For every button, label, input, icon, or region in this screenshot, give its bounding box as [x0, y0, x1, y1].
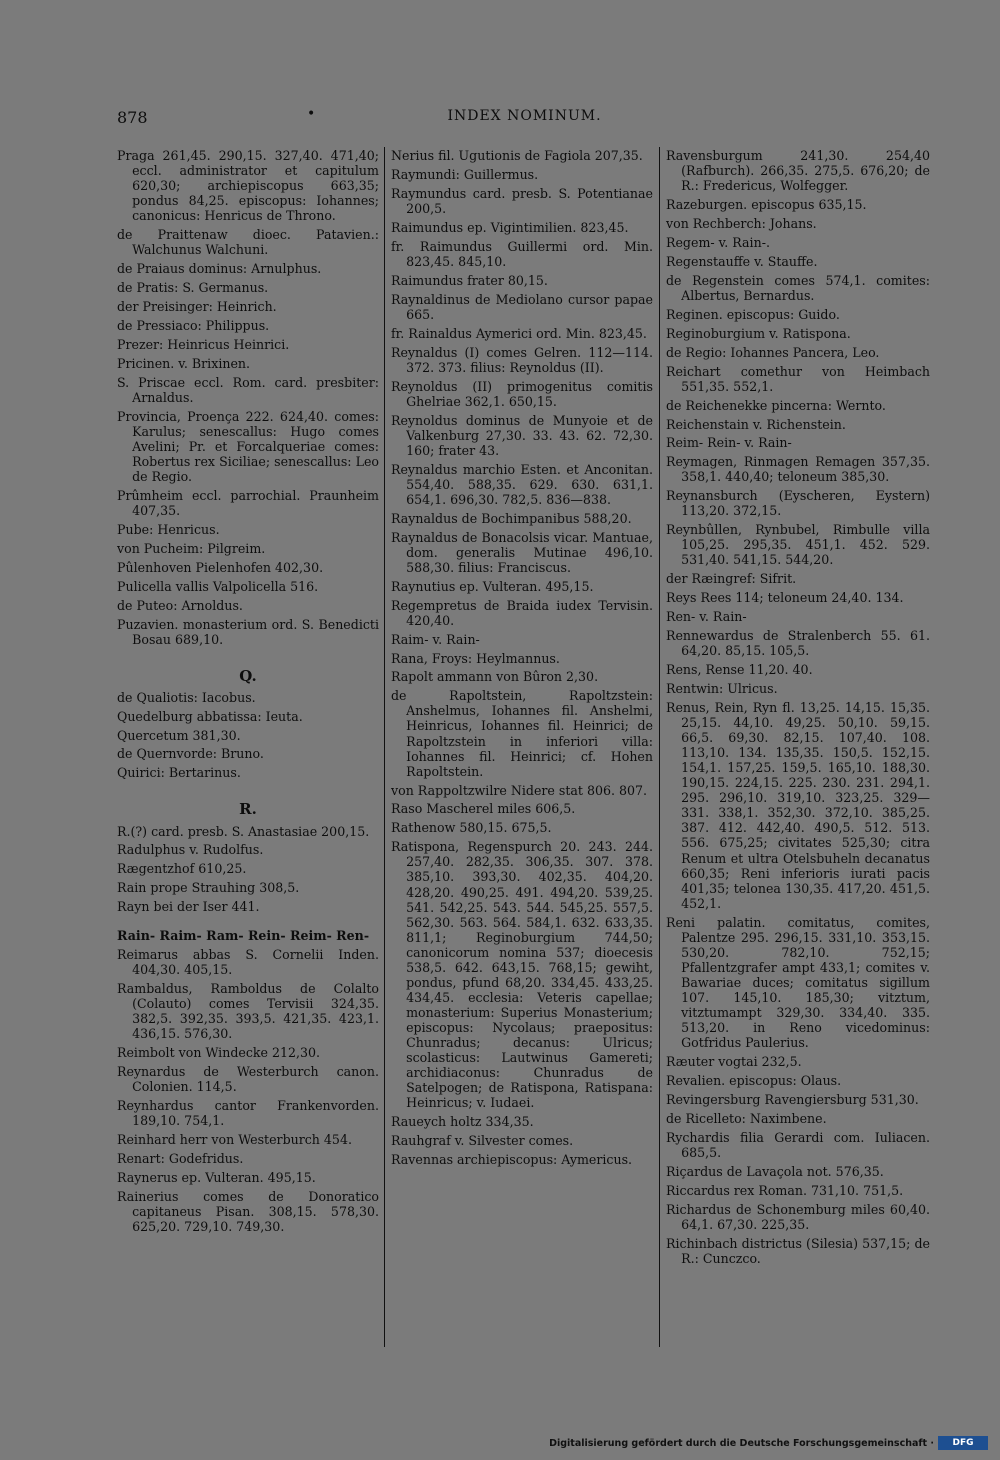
- index-entry: de Puteo: Arnoldus.: [117, 597, 243, 613]
- index-entries-q: [117, 690, 379, 781]
- index-entry: Reichart comethur von Heimbach 551,35. 552,1.: [666, 363, 930, 394]
- index-entry: Quirici: Bertarinus.: [117, 765, 241, 781]
- index-entries-col2: [391, 148, 653, 1167]
- page-number: 878: [117, 108, 148, 127]
- index-entry: Pulicella vallis Valpolicella 516.: [117, 578, 319, 594]
- index-entry: Reynoldus (II) primogenitus comitis Ghelriae 362,1. 650,15.: [391, 378, 653, 409]
- index-entry: Richinbach districtus (Silesia) 537,15; de R.: Cunczco.: [666, 1235, 930, 1266]
- index-entry: Regempretus de Braida iudex Tervisin. 420,40.: [391, 597, 653, 628]
- index-entry: von Rappoltzwilre Nidere stat 806. 807.: [391, 782, 648, 798]
- index-entry: Quedelburg abbatissa: Ieuta.: [117, 708, 303, 724]
- index-entry: Rægentzhof 610,25.: [117, 861, 247, 877]
- index-entry: Reynansburch (Eyscheren, Eystern) 113,20. 372,15.: [666, 488, 930, 519]
- index-entry: Praga 261,45. 290,15. 327,40. 471,40; eccl. administrator et capitulum 620,30; archiepiscopus 663,35; pondus 84,25. episcopus: Iohannes; canonicus: Henricus de Throno.: [117, 148, 379, 224]
- index-entries-r: [117, 824, 379, 915]
- index-entry: Regenstauffe v. Stauffe.: [666, 253, 818, 269]
- index-entry: Pube: Henricus.: [117, 521, 220, 537]
- index-entry: Reim- Rein- v. Rain-: [666, 435, 792, 451]
- index-entry: Raueych holtz 334,35.: [391, 1114, 534, 1130]
- index-entry: Quercetum 381,30.: [117, 727, 241, 743]
- index-entry: Provincia, Proença 222. 624,40. comes: Karulus; senescallus: Hugo comes Avelini; Pr. et Forcalqueriae comes: Robertus rex Siciliae; senescallus: Leo de Regio.: [117, 408, 379, 484]
- index-entry: de Reichenekke pincerna: Wernto.: [666, 397, 886, 413]
- index-entry: Rapolt ammann von Bûron 2,30.: [391, 669, 599, 685]
- index-entry: Raynerus ep. Vulteran. 495,15.: [117, 1170, 316, 1186]
- index-entry: Rain prope Strauhing 308,5.: [117, 880, 300, 896]
- index-entry: Razeburgen. episcopus 635,15.: [666, 197, 867, 213]
- index-entry: Ren- v. Rain-: [666, 609, 747, 625]
- index-entry: de Pressiaco: Philippus.: [117, 317, 270, 333]
- index-entry: Ræuter vogtai 232,5.: [666, 1053, 802, 1069]
- index-entry: Reynoldus dominus de Munyoie et de Valkenburg 27,30. 33. 43. 62. 72,30. 160; frater 43.: [391, 412, 653, 458]
- index-entry: der Ræingref: Sifrit.: [666, 571, 797, 587]
- index-entry: de Ricelleto: Naximbene.: [666, 1110, 827, 1126]
- index-entry: Raymundus card. presb. S. Potentianae 200,5.: [391, 185, 653, 216]
- index-entry: Reynhardus cantor Frankenvorden. 189,10. 754,1.: [117, 1098, 379, 1129]
- index-entry: Raimundus frater 80,15.: [391, 272, 548, 288]
- index-entry: de Pratis: S. Germanus.: [117, 280, 269, 296]
- index-entry: Pricinen. v. Brixinen.: [117, 355, 251, 371]
- index-entry: Riçardus de Lavaçola not. 576,35.: [666, 1163, 884, 1179]
- index-entry: Raynaldinus de Mediolano cursor papae 665.: [391, 291, 653, 322]
- index-entry: Reymagen, Rinmagen Remagen 357,35. 358,1. 440,40; teloneum 385,30.: [666, 454, 930, 485]
- index-entry: Rens, Rense 11,20. 40.: [666, 662, 813, 678]
- index-entry: Radulphus v. Rudolfus.: [117, 842, 264, 858]
- index-entry: von Pucheim: Pilgreim.: [117, 540, 266, 556]
- index-entry: Reimbolt von Windecke 212,30.: [117, 1045, 321, 1061]
- index-entry: Raso Mascherel miles 606,5.: [391, 801, 576, 817]
- section-letter-r: R.: [239, 800, 257, 819]
- index-entry: Reichenstain v. Richenstein.: [666, 416, 846, 432]
- index-entry: de Praittenaw dioec. Patavien.: Walchunus Walchuni.: [117, 227, 379, 258]
- index-entry: Reynbûllen, Rynbubel, Rimbulle villa 105,25. 295,35. 451,1. 452. 529. 531,40. 541,15. 544,20.: [666, 522, 930, 568]
- index-entry: fr. Raimundus Guillermi ord. Min. 823,45. 845,10.: [391, 238, 653, 269]
- index-entry: Reynaldus marchio Esten. et Anconitan. 554,40. 588,35. 629. 630. 631,1. 654,1. 696,30. 782,5. 836—838.: [391, 461, 653, 507]
- group-heading: Rain- Raim- Ram- Rein- Reim- Ren-: [117, 928, 370, 944]
- index-entry: Rambaldus, Ramboldus de Colalto (Colauto) comes Tervisii 324,35. 382,5. 392,35. 393,5. 421,35. 423,1. 436,15. 576,30.: [117, 981, 379, 1042]
- index-entry: Ravennas archiepiscopus: Aymericus.: [391, 1151, 633, 1167]
- dfg-logo: DFG: [938, 1436, 988, 1450]
- page-title: INDEX NOMINUM.: [447, 108, 602, 124]
- index-entry: de Praiaus dominus: Arnulphus.: [117, 261, 322, 277]
- index-entries-rain-group: [117, 947, 379, 1234]
- index-entry: Prûmheim eccl. parrochial. Praunheim 407,35.: [117, 487, 379, 518]
- index-entry: Ratispona, Regenspurch 20. 243. 244. 257,40. 282,35. 306,35. 307. 378. 385,10. 393,30. 402,35. 404,20. 428,20. 490,25. 491. 494,20. 539,25. 541. 542,25. 543. 544. 545,25. 557,5. 562,30. 563. 564. 584,1. 632. 633,35. 811,1; Reginoburgium 744,50; canonicorum nomina 537; dioecesis 538,5. 642. 643,15. 768,15; gewiht, pondus, pfund 68,20. 334,45. 433,25. 434,45. ecclesia: Veteris capellae; monasterium: Superius Monasterium; episcopus: Nycolaus; praepositus: Chunradus; decanus: Ulricus; scolasticus: Lautwinus Gamereti; archidiaconus: Chunradus de Satelpogen; de Ratispona, Ratispana: Heinricus; v. Iudaei.: [391, 839, 653, 1111]
- index-entry: Revingersburg Ravengiersburg 531,30.: [666, 1091, 919, 1107]
- index-entry: Ravensburgum 241,30. 254,40 (Rafburch). 266,35. 275,5. 676,20; de R.: Fredericus, Wolfegger.: [666, 148, 930, 194]
- index-entry: Rathenow 580,15. 675,5.: [391, 820, 552, 836]
- index-entry: Renart: Godefridus.: [117, 1151, 244, 1167]
- index-column-2: [391, 148, 653, 1171]
- index-entry: Nerius fil. Ugutionis de Fagiola 207,35.: [391, 148, 643, 163]
- index-entry: Reynaldus (I) comes Gelren. 112—114. 372. 373. filius: Reynoldus (II).: [391, 344, 653, 375]
- index-entry: Raynaldus de Bochimpanibus 588,20.: [391, 510, 632, 526]
- index-entry: Reni palatin. comitatus, comites, Palentze 295. 296,15. 331,10. 353,15. 530,20. 782,10. 752,15; Pfallentzgrafer ampt 433,1; comites v. Bawariae duces; comitatus sigillum 107. 145,10. 185,30; vitztum, vitztumampt 329,30. 334,40. 335. 513,20. in Reno vicedominus: Gotfridus Paulerius.: [666, 914, 930, 1050]
- index-entry: von Rechberch: Johans.: [666, 215, 817, 231]
- index-entry: Rychardis filia Gerardi com. Iuliacen. 685,5.: [666, 1129, 930, 1160]
- index-entry: de Regenstein comes 574,1. comites: Albertus, Bernardus.: [666, 272, 930, 303]
- column-divider: [384, 147, 385, 1347]
- index-entry: Reimarus abbas S. Cornelii Inden. 404,30. 405,15.: [117, 947, 379, 978]
- index-entry: Rainerius comes de Donoratico capitaneus Pisan. 308,15. 578,30. 625,20. 729,10. 749,30.: [117, 1189, 379, 1235]
- index-entry: R.(?) card. presb. S. Anastasiae 200,15.: [117, 823, 370, 839]
- index-entry: S. Priscae eccl. Rom. card. presbiter: Arnaldus.: [117, 374, 379, 405]
- index-entry: Puzavien. monasterium ord. S. Benedicti Bosau 689,10.: [117, 616, 379, 647]
- header-dot: •: [307, 106, 316, 122]
- index-entry: Rana, Froys: Heylmannus.: [391, 650, 560, 666]
- index-entry: Rauhgraf v. Silvester comes.: [391, 1133, 574, 1149]
- page-header: [117, 108, 932, 130]
- index-entry: de Rapoltstein, Rapoltzstein: Anshelmus, Iohannes fil. Anshelmi, Heinricus, Iohannes fil. Heinrici; de Rapoltzstein in inferiori villa: Iohannes fil. Heinrici; cf. Hohen Rapoltstein.: [391, 688, 653, 779]
- index-entry: Raim- v. Rain-: [391, 631, 480, 647]
- index-entry: de Qualiotis: Iacobus.: [117, 689, 256, 705]
- index-entry: Riccardus rex Roman. 731,10. 751,5.: [666, 1182, 904, 1198]
- index-entries-col3: [666, 148, 930, 1266]
- index-entry: Renus, Rein, Ryn fl. 13,25. 14,15. 15,35. 25,15. 44,10. 49,25. 50,10. 59,15. 66,5. 69,30. 82,15. 107,40. 108. 113,10. 134. 135,35. 150,5. 152,15. 154,1. 157,25. 159,5. 165,10. 188,30. 190,15. 224,15. 225. 230. 231. 294,1. 295. 296,10. 319,10. 323,25. 329—331. 338,1. 352,30. 372,10. 385,25. 387. 412. 442,40. 490,5. 512. 513. 556. 675,25; civitates 525,30; citra Renum et ultra Otelsbuheln decanatus 660,35; Reni inferioris iurati pacis 401,35; telonea 130,35. 417,20. 451,5. 452,1.: [666, 700, 930, 911]
- column-divider: [659, 147, 660, 1347]
- index-entry: Rayn bei der Iser 441.: [117, 899, 260, 915]
- index-entry: Rennewardus de Stralenberch 55. 61. 64,20. 85,15. 105,5.: [666, 628, 930, 659]
- index-column-1: [117, 148, 379, 1238]
- section-letter-q: Q.: [239, 666, 257, 685]
- index-entry: Prezer: Heinricus Heinrici.: [117, 336, 290, 352]
- index-entry: Reinhard herr von Westerburch 454.: [117, 1132, 352, 1148]
- index-entry: Revalien. episcopus: Olaus.: [666, 1072, 842, 1088]
- index-entry: Reginoburgium v. Ratispona.: [666, 325, 851, 341]
- index-entry: Reginen. episcopus: Guido.: [666, 306, 840, 322]
- index-entry: der Preisinger: Heinrich.: [117, 298, 277, 314]
- index-entry: Raimundus ep. Vigintimilien. 823,45.: [391, 219, 629, 235]
- index-entry: Rentwin: Ulricus.: [666, 681, 778, 697]
- index-entry: Raynaldus de Bonacolsis vicar. Mantuae, dom. generalis Mutinae 496,10. 588,30. filius: Franciscus.: [391, 529, 653, 575]
- index-entry: Pûlenhoven Pielenhofen 402,30.: [117, 559, 324, 575]
- index-column-3: [666, 148, 930, 1269]
- index-entries-p: [117, 148, 379, 647]
- index-entry: de Quernvorde: Bruno.: [117, 746, 264, 762]
- funding-note: Digitalisierung gefördert durch die Deutsche Forschungsgemeinschaft ·: [549, 1438, 934, 1449]
- index-entry: Raynutius ep. Vulteran. 495,15.: [391, 578, 594, 594]
- index-entry: Regem- v. Rain-.: [666, 234, 770, 250]
- index-entry: Reynardus de Westerburch canon. Colonien. 114,5.: [117, 1064, 379, 1095]
- index-entry: Reys Rees 114; teloneum 24,40. 134.: [666, 590, 904, 606]
- index-entry: Raymundi: Guillermus.: [391, 166, 539, 182]
- index-entry: Richardus de Schonemburg miles 60,40. 64,1. 67,30. 225,35.: [666, 1201, 930, 1232]
- index-entry: de Regio: Iohannes Pancera, Leo.: [666, 344, 880, 360]
- index-entry: fr. Rainaldus Aymerici ord. Min. 823,45.: [391, 325, 647, 341]
